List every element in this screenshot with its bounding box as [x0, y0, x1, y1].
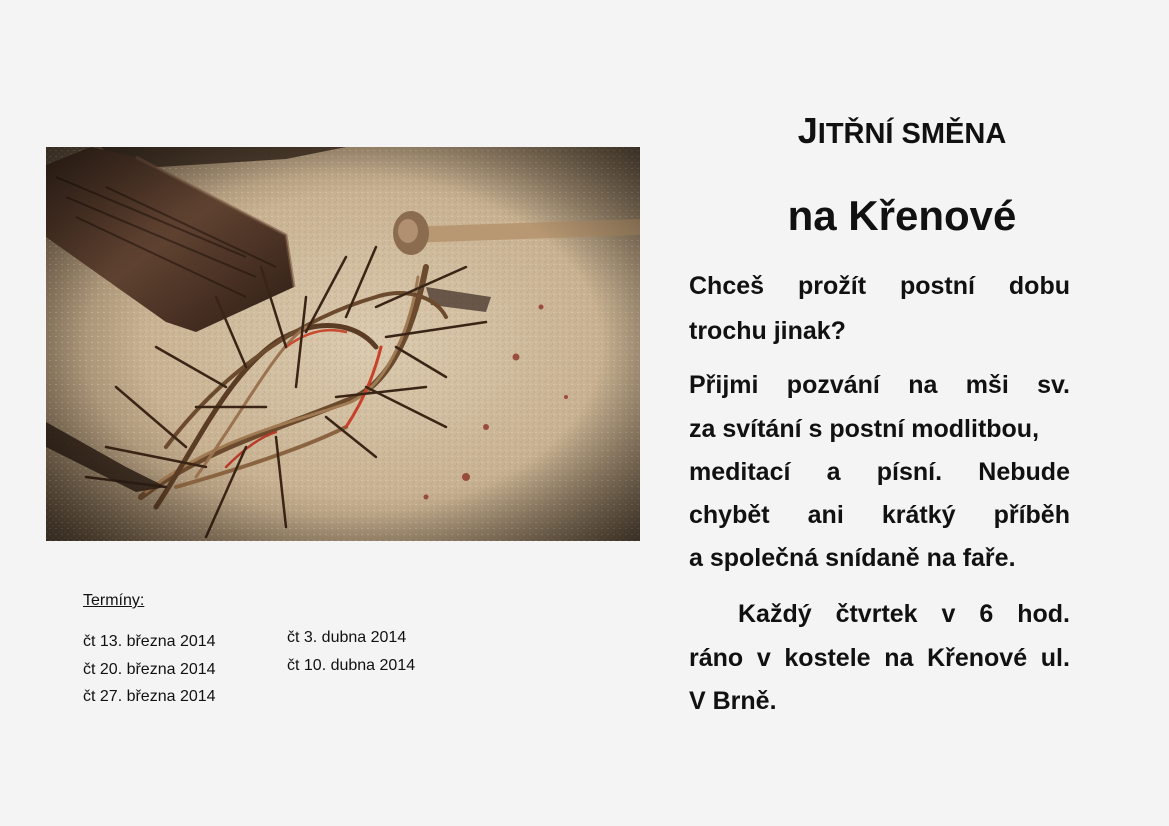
- word: ani: [807, 501, 844, 529]
- page-subtitle: na Křenové: [787, 192, 1017, 239]
- word: krátký: [881, 501, 956, 529]
- date-item: čt 13. března 2014: [83, 633, 216, 650]
- word: Křenové: [927, 644, 1028, 672]
- body-line: [689, 271, 1070, 301]
- body-line: a společná snídaně na faře.: [689, 544, 1016, 572]
- word: písní.: [876, 458, 943, 486]
- body-line: [689, 457, 1070, 487]
- word: 6: [979, 600, 994, 628]
- word: mši: [965, 371, 1009, 399]
- word: Každý: [738, 600, 812, 628]
- word: hod.: [1017, 600, 1070, 628]
- dates-column-april: [287, 624, 415, 679]
- body-line: V Brně.: [689, 687, 777, 715]
- word: a: [826, 458, 841, 486]
- word: ul.: [1040, 644, 1070, 672]
- body-line: [689, 370, 1070, 400]
- word: příběh: [993, 501, 1070, 529]
- word: v: [756, 644, 771, 672]
- word: čtvrtek: [835, 600, 918, 628]
- terms-label: Termíny:: [83, 592, 145, 609]
- word: na: [908, 371, 938, 399]
- date-item: čt 20. března 2014: [83, 660, 216, 678]
- word: ráno: [689, 644, 744, 672]
- word: meditací: [689, 458, 791, 486]
- body-line: trochu jinak?: [689, 317, 846, 345]
- date-item: čt 10. dubna 2014: [287, 656, 416, 674]
- word: Nebude: [978, 458, 1070, 486]
- word: postní: [899, 272, 975, 300]
- date-item: čt 3. dubna 2014: [287, 629, 407, 646]
- word: dobu: [1008, 272, 1070, 300]
- word: pozvání: [786, 371, 880, 399]
- crown-of-thorns-photo: [46, 147, 640, 541]
- body-line: za svítání s postní modlitbou,: [689, 415, 1040, 443]
- word: Chceš: [689, 272, 765, 300]
- body-line: [689, 643, 1070, 673]
- word: Přijmi: [689, 371, 759, 399]
- body-line: [738, 599, 1070, 629]
- page-title: [690, 110, 1114, 152]
- title-initial: J: [797, 110, 818, 151]
- word: sv.: [1037, 371, 1070, 399]
- word: chybět: [689, 501, 770, 529]
- date-item: čt 27. března 2014: [83, 688, 216, 705]
- word: v: [941, 600, 956, 628]
- word: na: [884, 644, 914, 672]
- body-line: [689, 500, 1070, 530]
- title-rest: ITŘNÍ SMĚNA: [817, 118, 1007, 150]
- word: prožít: [797, 272, 867, 300]
- word: kostele: [784, 644, 871, 672]
- crown-of-thorns-image: [46, 147, 640, 541]
- dates-column-march: [83, 628, 216, 711]
